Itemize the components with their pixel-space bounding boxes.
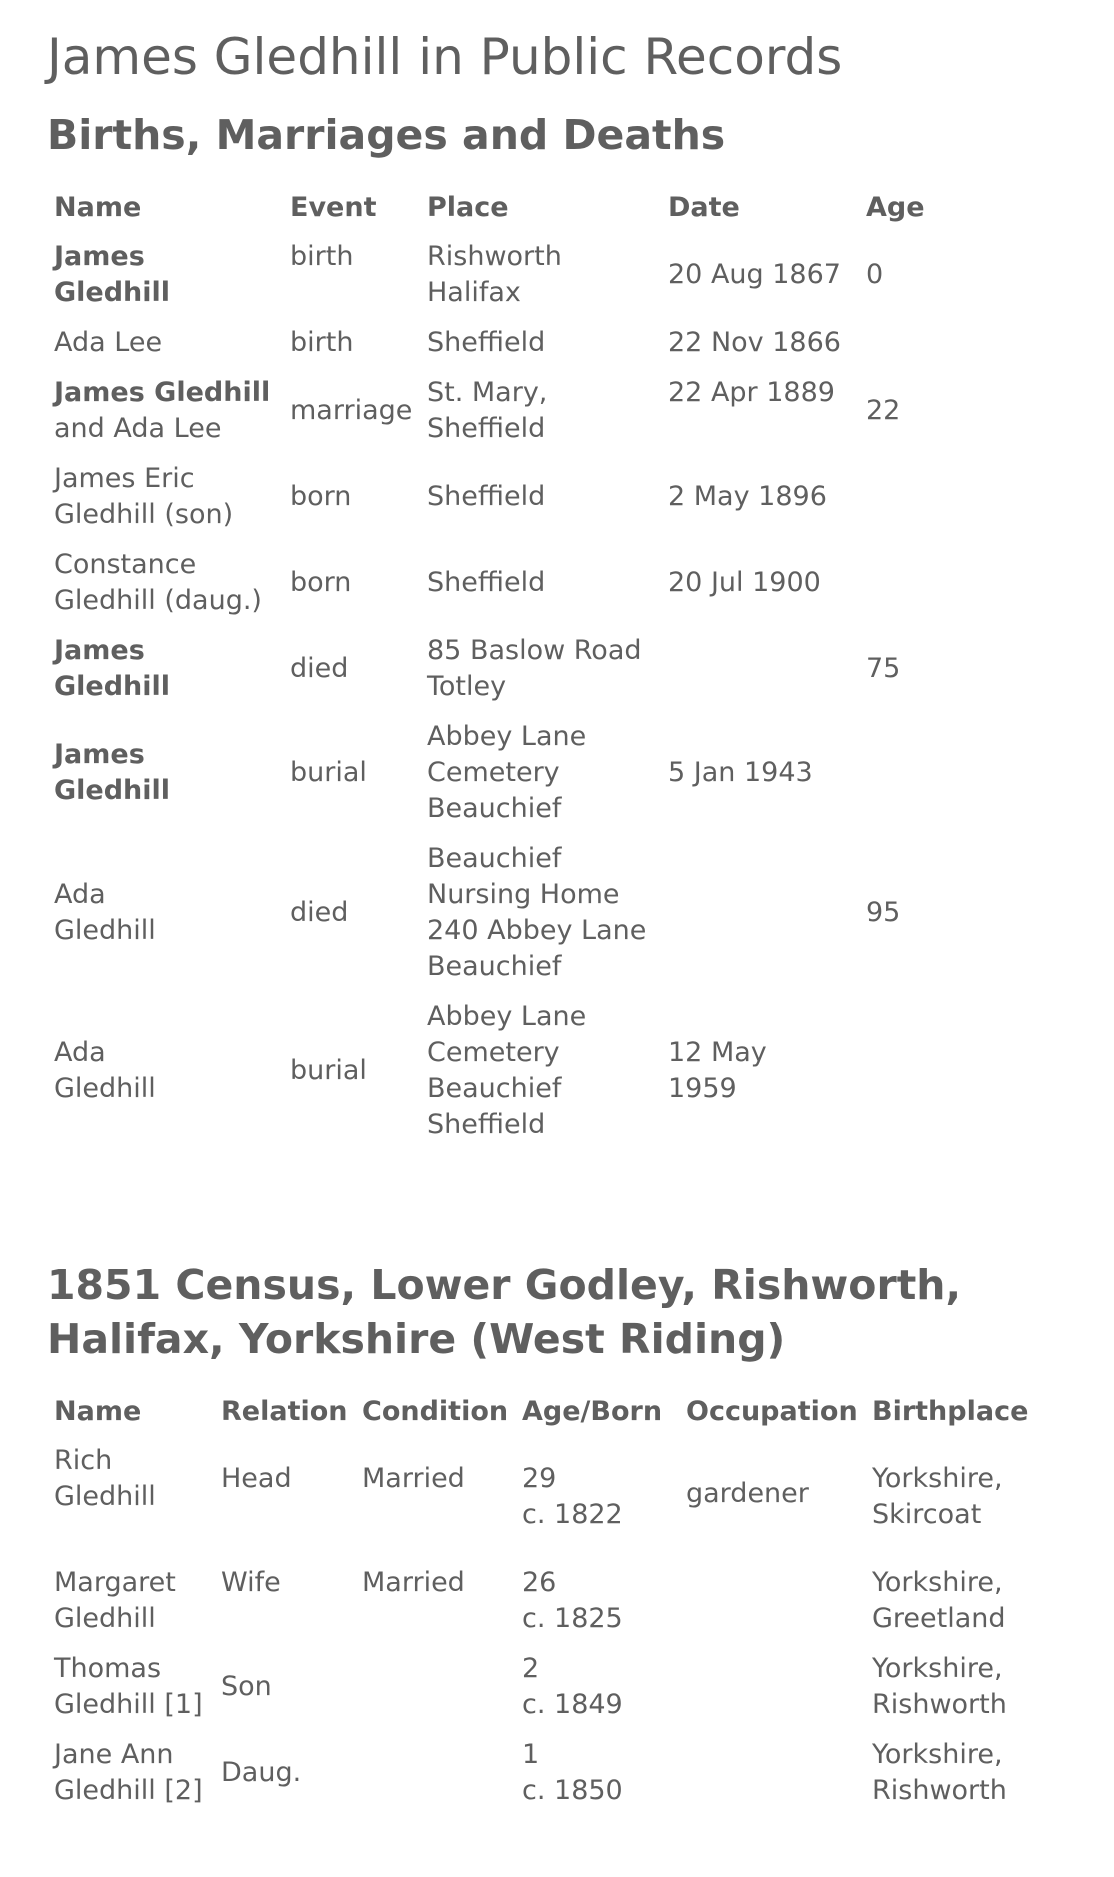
bmd-event: burial (290, 1055, 367, 1086)
census-condition (355, 1730, 515, 1816)
table-row (47, 232, 979, 318)
bmd-event: burial (290, 757, 367, 788)
bmd-place: St. Mary, Sheffield (427, 377, 548, 444)
census-age-born: 26 c. 1825 (522, 1567, 623, 1634)
census-condition: Married (362, 1567, 465, 1598)
bmd-name-bold: James Gledhill (54, 377, 271, 408)
bmd-age (859, 318, 979, 368)
bmd-place: Abbey Lane Cemetery Beauchief Sheffield (427, 1001, 587, 1140)
bmd-event: died (290, 653, 349, 684)
bmd-heading: Births, Marriages and Deaths (47, 111, 726, 159)
bmd-place: Beauchief Nursing Home 240 Abbey Lane Beauchief (427, 843, 647, 982)
bmd-event: birth (290, 241, 354, 272)
bmd-place: Rishworth Halifax (427, 241, 562, 308)
bmd-age (859, 540, 979, 626)
bmd-name: James Gledhill (54, 635, 171, 702)
census-condition (355, 1644, 515, 1730)
bmd-place: 85 Baslow Road Totley (427, 635, 642, 702)
section-gap (47, 1150, 1114, 1258)
census-birthplace: Yorkshire, Rishworth (872, 1653, 1007, 1720)
page-title: James Gledhill in Public Records (47, 28, 843, 86)
bmd-date: 5 Jan 1943 (668, 757, 813, 788)
census-header-age-born: Age/Born (522, 1396, 663, 1427)
bmd-name: Ada Lee (54, 327, 163, 358)
census-header-name: Name (54, 1396, 142, 1427)
table-row (47, 1436, 1087, 1558)
census-name: Jane Ann Gledhill [2] (54, 1739, 203, 1806)
bmd-age: 75 (866, 653, 901, 684)
census-header-row (47, 1388, 1087, 1436)
bmd-header-place: Place (427, 192, 509, 223)
bmd-event: born (290, 481, 352, 512)
census-birthplace: Yorkshire, Skircoat (872, 1463, 1003, 1530)
bmd-age: 95 (866, 897, 901, 928)
census-birthplace: Yorkshire, Greetland (872, 1567, 1006, 1634)
bmd-event: marriage (290, 395, 413, 426)
bmd-date: 22 Nov 1866 (668, 327, 841, 358)
bmd-place: Sheffield (427, 481, 546, 512)
bmd-name (47, 368, 283, 454)
bmd-event: born (290, 567, 352, 598)
census-relation: Wife (221, 1567, 281, 1598)
table-row (47, 318, 979, 368)
bmd-date: 20 Aug 1867 (668, 259, 841, 290)
census-name: Rich Gledhill (54, 1445, 156, 1512)
bmd-name: James Eric Gledhill (son) (54, 463, 234, 530)
census-table (47, 1388, 1087, 1816)
census-name: Margaret Gledhill (54, 1567, 176, 1634)
census-header-relation: Relation (221, 1396, 348, 1427)
bmd-name: Ada Gledhill (54, 1037, 156, 1104)
table-row (47, 1644, 1087, 1730)
bmd-name: Constance Gledhill (daug.) (54, 549, 262, 616)
bmd-header-row (47, 184, 979, 232)
census-occupation (679, 1558, 865, 1644)
bmd-name: Ada Gledhill (54, 879, 156, 946)
bmd-header-event: Event (290, 192, 377, 223)
bmd-date: 12 May 1959 (668, 1037, 767, 1104)
bmd-name-rest: and Ada Lee (54, 413, 222, 444)
bmd-age (859, 712, 979, 834)
bmd-header-date: Date (668, 192, 740, 223)
census-age-born: 2 c. 1849 (522, 1653, 623, 1720)
bmd-table (47, 184, 979, 1150)
bmd-date: 2 May 1896 (668, 481, 827, 512)
census-header-condition: Condition (362, 1396, 509, 1427)
census-age-born: 29 c. 1822 (522, 1463, 623, 1530)
bmd-event: died (290, 897, 349, 928)
census-relation: Head (221, 1463, 292, 1494)
bmd-name: James Gledhill (54, 241, 171, 308)
bmd-date (661, 834, 859, 992)
census-occupation: gardener (686, 1478, 809, 1509)
bmd-header-name: Name (54, 192, 142, 223)
table-row (47, 1730, 1087, 1816)
table-row (47, 368, 979, 454)
bmd-date: 22 Apr 1889 (668, 377, 835, 408)
census-relation: Son (221, 1671, 272, 1702)
census-age-born: 1 c. 1850 (522, 1739, 623, 1806)
census-relation: Daug. (221, 1757, 302, 1788)
bmd-event: birth (290, 327, 354, 358)
census-header-birthplace: Birthplace (872, 1396, 1029, 1427)
census-heading: 1851 Census, Lower Godley, Rishworth, Halifax, Yorkshire (West Riding) (47, 1261, 962, 1363)
census-birthplace: Yorkshire, Rishworth (872, 1739, 1007, 1806)
bmd-place: Sheffield (427, 567, 546, 598)
table-row (47, 992, 979, 1150)
bmd-age: 0 (866, 259, 884, 290)
census-name: Thomas Gledhill [1] (54, 1653, 203, 1720)
bmd-date: 20 Jul 1900 (668, 567, 821, 598)
table-row (47, 540, 979, 626)
bmd-name: James Gledhill (54, 739, 171, 806)
bmd-header-age: Age (866, 192, 925, 223)
census-header-occupation: Occupation (686, 1396, 858, 1427)
census-condition: Married (362, 1463, 465, 1494)
table-row (47, 626, 979, 712)
census-occupation (679, 1644, 865, 1730)
bmd-place: Abbey Lane Cemetery Beauchief (427, 721, 587, 824)
table-row (47, 1558, 1087, 1644)
bmd-age (859, 992, 979, 1150)
table-row (47, 834, 979, 992)
bmd-place: Sheffield (427, 327, 546, 358)
bmd-date (661, 626, 859, 712)
bmd-age (859, 454, 979, 540)
table-row (47, 712, 979, 834)
table-row (47, 454, 979, 540)
bmd-age: 22 (866, 395, 901, 426)
census-occupation (679, 1730, 865, 1816)
